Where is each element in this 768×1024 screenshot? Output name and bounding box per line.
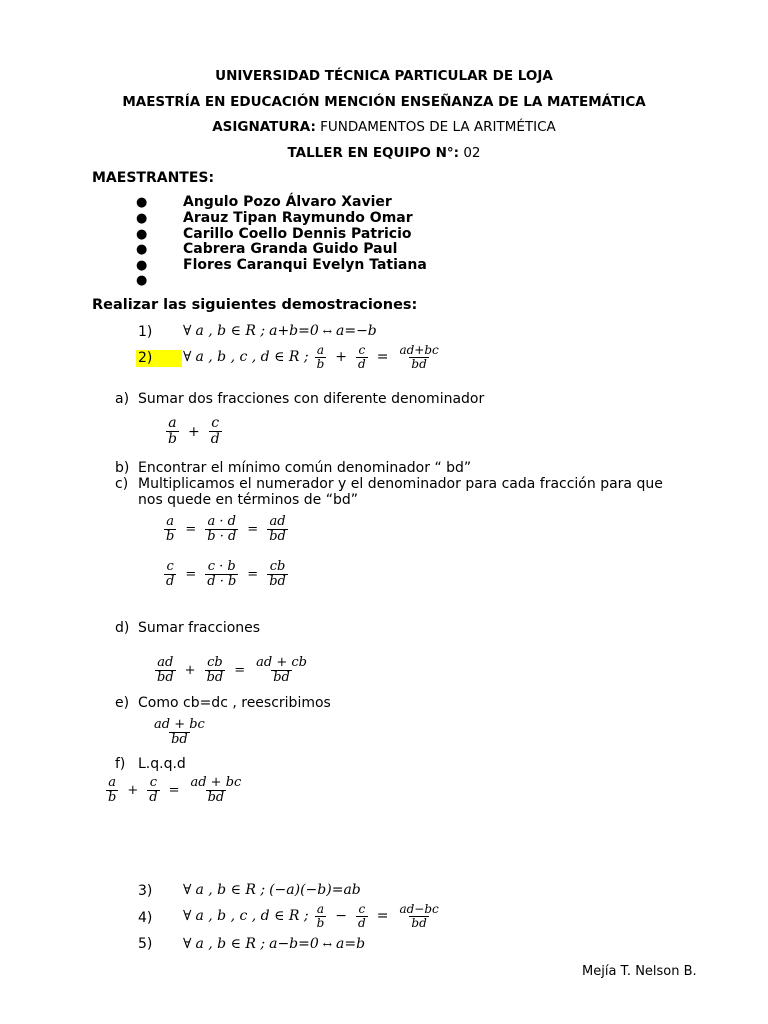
proposition-5 [183, 936, 365, 952]
fraction: $\frac{ad-bc}{bd}$ [399, 902, 439, 930]
equation-a: $\frac{a}{b}$ + $\frac{c}{d}$ [168, 415, 220, 447]
equation-d: $\frac{ad}{bd}$ + $\frac{cb}{bd}$ = $\frac{ad + cb}{bd}$ [157, 655, 307, 685]
prop-vars: a , b ∈ R ; [195, 936, 266, 952]
step-text: L.q.q.d [138, 756, 186, 772]
step-label: c) [115, 476, 129, 492]
prop-number: 2) [138, 350, 153, 366]
prop-rhs: a=b [336, 936, 366, 952]
forall-symbol: ∀ [183, 882, 192, 898]
prop-lhs: a−b=0 [269, 936, 319, 952]
bullet-icon: ● [136, 258, 148, 273]
equation-c1: $\frac{a}{b}$ = $\frac{a \cdot d}{b \cdot d}$ = $\frac{ad}{bd}$ [166, 514, 286, 544]
operator: + [335, 349, 348, 366]
prop-vars: a , b ∈ R ; [195, 882, 266, 898]
iff-arrow-icon: ↔ [322, 937, 332, 951]
step-label: a) [115, 391, 130, 407]
prop-number: 1) [138, 324, 153, 340]
forall-symbol: ∀ [183, 323, 192, 339]
step-text: Multiplicamos el numerador y el denominador para cada fracción para que [138, 476, 663, 492]
step-label: b) [115, 460, 130, 476]
author-footer: Mejía T. Nelson B. [582, 964, 697, 979]
forall-symbol: ∀ [183, 908, 192, 925]
forall-symbol: ∀ [183, 936, 192, 952]
student-name: Angulo Pozo Álvaro Xavier [183, 194, 392, 210]
equation-c2: $\frac{c}{d}$ = $\frac{c \cdot b}{d \cdot b}$ = $\frac{cb}{bd}$ [166, 559, 286, 589]
bullet-icon: ● [136, 195, 148, 210]
masters-title: MAESTRÍA EN EDUCACIÓN MENCIÓN ENSEÑANZA DE LA MATEMÁTICA [122, 94, 646, 110]
workshop-label: TALLER EN EQUIPO N°: [287, 145, 460, 161]
iff-arrow-icon: ↔ [322, 324, 332, 338]
step-text: Como cb=dc , reescribimos [138, 695, 331, 711]
subject-line [0, 119, 768, 135]
step-text: Sumar dos fracciones con diferente denominador [138, 391, 485, 407]
equation-f: $\frac{a}{b}$ + $\frac{c}{d}$ = $\frac{ad + bc}{bd}$ [108, 775, 242, 805]
student-name: Carillo Coello Dennis Patricio [183, 226, 412, 242]
forall-symbol: ∀ [183, 349, 192, 366]
prop-expr: (−a)(−b)=ab [269, 882, 361, 898]
bullet-icon: ● [136, 273, 148, 288]
bullet-icon: ● [136, 211, 148, 226]
prop-number: 5) [138, 936, 153, 952]
fraction: $\frac{c}{d}$ [358, 902, 366, 930]
fraction: $\frac{a}{b}$ [316, 902, 325, 930]
fraction: $\frac{c}{d}$ [358, 343, 366, 371]
workshop-value: 02 [463, 145, 481, 161]
prop-number: 4) [138, 910, 153, 926]
step-text: Sumar fracciones [138, 620, 261, 636]
fraction: $\frac{a}{b}$ [316, 343, 325, 371]
operator: − [335, 908, 348, 925]
prop-vars: a , b , c , d ∈ R ; [195, 349, 309, 366]
student-name: Cabrera Granda Guido Paul [183, 241, 398, 257]
step-label: f) [115, 756, 126, 772]
proposition-3 [183, 882, 361, 898]
operator: = [376, 908, 389, 925]
equation-e: $\frac{ad + bc}{bd}$ [154, 717, 205, 747]
students-label: MAESTRANTES: [92, 170, 215, 186]
bullet-icon: ● [136, 227, 148, 242]
proposition-4 [183, 903, 443, 930]
operator: = [376, 349, 389, 366]
student-name: Flores Caranqui Evelyn Tatiana [183, 257, 427, 273]
instruction-heading: Realizar las siguientes demostraciones: [92, 297, 418, 313]
proposition-1 [183, 323, 377, 339]
proposition-2 [183, 344, 443, 371]
prop-vars: a , b ∈ R ; [195, 323, 266, 339]
subject-value: FUNDAMENTOS DE LA ARITMÉTICA [320, 119, 556, 135]
prop-number: 3) [138, 883, 153, 899]
step-label: e) [115, 695, 130, 711]
student-name: Arauz Tipan Raymundo Omar [183, 210, 413, 226]
step-text: Encontrar el mínimo común denominador “ bd” [138, 460, 472, 476]
prop-vars: a , b , c , d ∈ R ; [195, 908, 309, 925]
prop-lhs: a+b=0 [269, 323, 319, 339]
subject-label: ASIGNATURA: [212, 119, 316, 135]
bullet-icon: ● [136, 242, 148, 257]
step-text: nos quede en términos de “bd” [138, 492, 358, 508]
prop-rhs: a=−b [336, 323, 377, 339]
fraction: $\frac{ad+bc}{bd}$ [399, 343, 439, 371]
university-title: UNIVERSIDAD TÉCNICA PARTICULAR DE LOJA [215, 68, 553, 84]
workshop-line [0, 145, 768, 161]
step-label: d) [115, 620, 130, 636]
